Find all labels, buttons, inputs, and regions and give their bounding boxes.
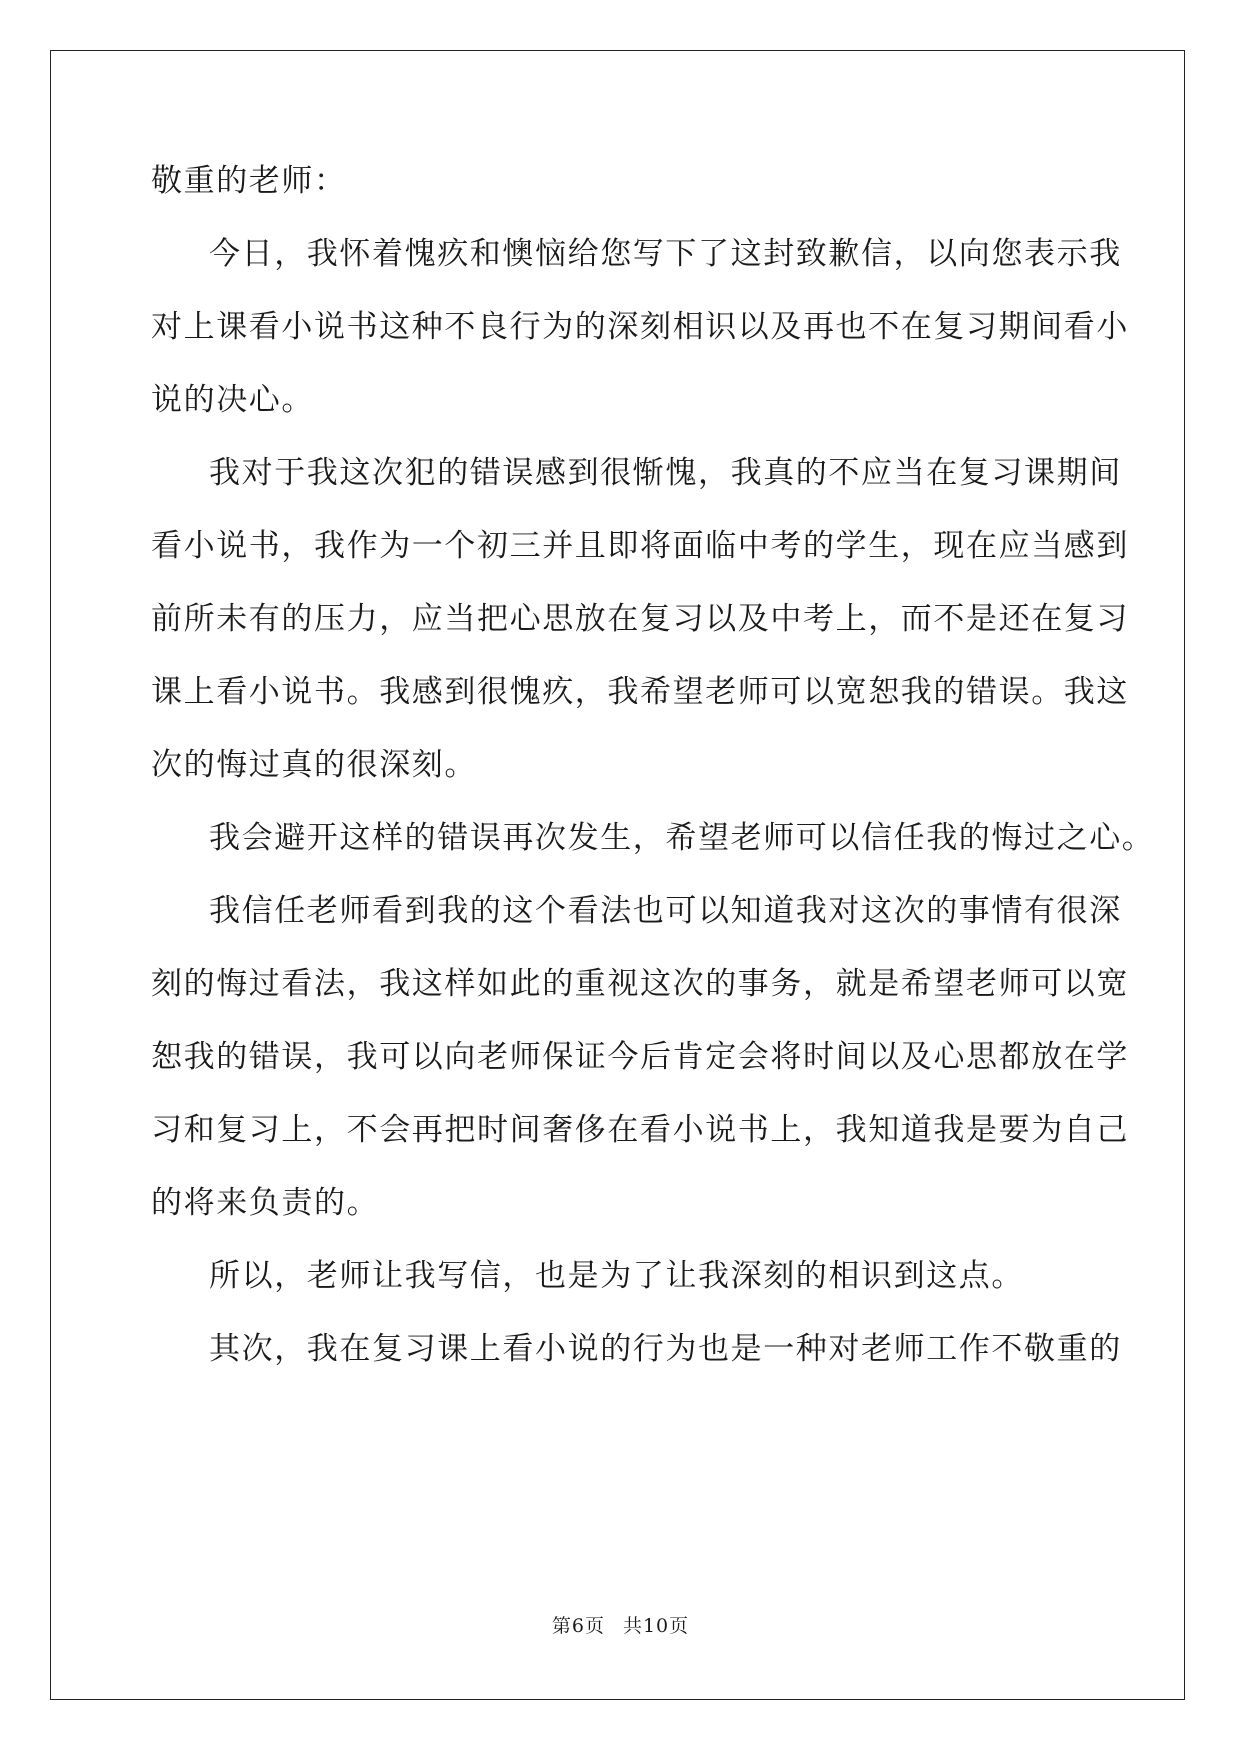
- paragraph-line: 今日，我怀着愧疚和懊恼给您写下了这封致歉信，以向您表示我: [209, 236, 1122, 272]
- paragraph-line: 习和复习上，不会再把时间奢侈在看小说书上，我知道我是要为自己: [151, 1112, 1129, 1148]
- paragraph-line: 前所未有的压力，应当把心思放在复习以及中考上，而不是还在复习: [151, 601, 1129, 637]
- page-total: 共10页: [622, 1615, 690, 1637]
- paragraph-line: 课上看小说书。我感到很愧疚，我希望老师可以宽恕我的错误。我这: [151, 674, 1129, 710]
- paragraph-line: 所以，老师让我写信，也是为了让我深刻的相识到这点。: [209, 1258, 1024, 1294]
- paragraph-line: 看小说书，我作为一个初三并且即将面临中考的学生，现在应当感到: [151, 528, 1129, 564]
- paragraph-line: 其次，我在复习课上看小说的行为也是一种对老师工作不敬重的: [209, 1331, 1122, 1367]
- paragraph-line: 对上课看小说书这种不良行为的深刻相识以及再也不在复习期间看小: [151, 309, 1129, 345]
- paragraph-line: 次的悔过真的很深刻。: [151, 747, 477, 783]
- page-border: [50, 50, 1185, 1700]
- salutation: 敬重的老师：: [151, 163, 347, 199]
- paragraph-line: 恕我的错误，我可以向老师保证今后肯定会将时间以及心思都放在学: [151, 1039, 1129, 1075]
- paragraph-line: 说的决心。: [151, 382, 314, 418]
- paragraph-line: 我信任老师看到我的这个看法也可以知道我对这次的事情有很深: [209, 893, 1122, 929]
- page-footer: [0, 1614, 1241, 1638]
- paragraph-line: 的将来负责的。: [151, 1185, 380, 1221]
- paragraph-line: 我会避开这样的错误再次发生，希望老师可以信任我的悔过之心。: [209, 820, 1155, 856]
- paragraph-line: 刻的悔过看法，我这样如此的重视这次的事务，就是希望老师可以宽: [151, 966, 1129, 1002]
- page-number: 第6页: [551, 1615, 605, 1637]
- paragraph-line: 我对于我这次犯的错误感到很惭愧，我真的不应当在复习课期间: [209, 455, 1122, 491]
